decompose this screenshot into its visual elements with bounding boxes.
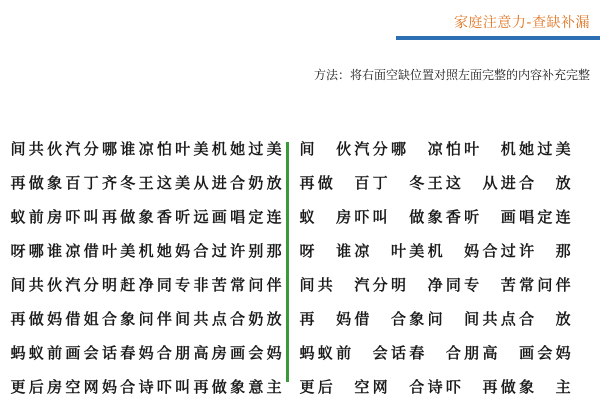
right-character: 唱 <box>519 208 535 226</box>
right-character: 分 <box>372 276 388 294</box>
right-character: 伙 <box>336 140 352 158</box>
right-character: 听 <box>464 208 480 226</box>
left-character: 空 <box>65 378 81 396</box>
right-character: 诗 <box>427 378 443 396</box>
left-character: 远 <box>193 208 209 226</box>
grid-row <box>7 308 593 336</box>
character-grid <box>7 138 593 396</box>
right-character: 王 <box>427 174 443 192</box>
right-character: 从 <box>482 174 498 192</box>
right-character: 明 <box>390 276 406 294</box>
left-character: 叶 <box>101 242 117 260</box>
left-character: 放 <box>266 174 282 192</box>
left-character: 合 <box>230 174 246 192</box>
right-character: 再 <box>299 174 315 192</box>
left-character: 共 <box>28 276 44 294</box>
left-character: 听 <box>175 208 191 226</box>
left-character: 赶 <box>120 276 136 294</box>
left-character: 借 <box>65 310 81 328</box>
right-character: 合 <box>409 378 425 396</box>
left-character: 高 <box>193 344 209 362</box>
right-character: 画 <box>500 208 516 226</box>
right-character: 叫 <box>372 208 388 226</box>
right-character: 主 <box>555 378 571 396</box>
left-character: 非 <box>193 276 209 294</box>
right-character: 问 <box>427 310 443 328</box>
left-character: 象 <box>230 378 246 396</box>
grid-row <box>7 274 593 302</box>
left-character: 朋 <box>175 344 191 362</box>
right-character: 网 <box>372 378 388 396</box>
right-character: 共 <box>317 276 333 294</box>
right-character: 合 <box>482 242 498 260</box>
right-character: 许 <box>519 242 535 260</box>
right-character: 春 <box>409 344 425 362</box>
page-title: 家庭注意力-查缺补漏 <box>453 15 590 31</box>
left-character: 苦 <box>211 276 227 294</box>
left-character: 间 <box>10 140 26 158</box>
left-character: 叫 <box>83 208 99 226</box>
left-character: 共 <box>28 140 44 158</box>
left-character: 后 <box>28 378 44 396</box>
left-character: 妈 <box>266 344 282 362</box>
left-character: 再 <box>10 174 26 192</box>
left-character: 合 <box>101 310 117 328</box>
left-character: 美 <box>193 140 209 158</box>
left-character: 妈 <box>138 344 154 362</box>
left-character: 再 <box>10 310 26 328</box>
left-character: 百 <box>65 174 81 192</box>
right-character: 哪 <box>390 140 406 158</box>
right-character: 百 <box>354 174 370 192</box>
left-character: 再 <box>101 208 117 226</box>
right-character: 蚁 <box>299 208 315 226</box>
grid-row <box>7 376 593 404</box>
left-character: 哪 <box>101 140 117 158</box>
left-character: 进 <box>211 174 227 192</box>
left-character: 意 <box>248 378 264 396</box>
right-character: 连 <box>555 208 571 226</box>
right-character: 分 <box>372 140 388 158</box>
right-character: 常 <box>519 276 535 294</box>
right-character: 更 <box>299 378 315 396</box>
left-character: 姐 <box>83 310 99 328</box>
left-character: 房 <box>47 208 63 226</box>
left-character: 叫 <box>175 378 191 396</box>
left-character: 同 <box>156 276 172 294</box>
right-character: 蚁 <box>317 344 333 362</box>
grid-divider <box>286 142 289 382</box>
left-character: 从 <box>193 174 209 192</box>
right-character: 凉 <box>354 242 370 260</box>
left-character: 美 <box>175 174 191 192</box>
right-character: 机 <box>427 242 443 260</box>
left-character: 定 <box>248 208 264 226</box>
left-character: 这 <box>156 174 172 192</box>
left-character: 哪 <box>28 242 44 260</box>
right-character: 叶 <box>464 140 480 158</box>
right-character: 做 <box>409 208 425 226</box>
left-character: 凉 <box>138 140 154 158</box>
left-character: 春 <box>120 344 136 362</box>
left-character: 明 <box>101 276 117 294</box>
left-character: 会 <box>248 344 264 362</box>
right-character: 后 <box>317 378 333 396</box>
right-character: 进 <box>500 174 516 192</box>
left-character: 奶 <box>248 174 264 192</box>
right-character: 放 <box>555 174 571 192</box>
left-character: 那 <box>266 242 282 260</box>
right-character: 过 <box>500 242 516 260</box>
left-character: 象 <box>138 208 154 226</box>
left-character: 妈 <box>175 242 191 260</box>
grid-row <box>7 138 593 166</box>
right-character: 合 <box>445 344 461 362</box>
right-character: 间 <box>299 140 315 158</box>
right-character: 这 <box>445 174 461 192</box>
right-character: 共 <box>482 310 498 328</box>
left-character: 过 <box>211 242 227 260</box>
left-character: 主 <box>266 378 282 396</box>
right-character: 借 <box>354 310 370 328</box>
left-character: 机 <box>138 242 154 260</box>
left-character: 呀 <box>10 242 26 260</box>
right-character: 合 <box>390 310 406 328</box>
left-character: 连 <box>266 208 282 226</box>
left-character: 汽 <box>65 276 81 294</box>
right-character: 再 <box>299 310 315 328</box>
left-character: 前 <box>28 208 44 226</box>
right-character: 房 <box>336 208 352 226</box>
right-character: 象 <box>409 310 425 328</box>
left-character: 象 <box>47 174 63 192</box>
left-character: 会 <box>83 344 99 362</box>
left-character: 画 <box>211 208 227 226</box>
right-character: 点 <box>500 310 516 328</box>
left-character: 机 <box>211 140 227 158</box>
right-character: 前 <box>336 344 352 362</box>
left-character: 合 <box>193 242 209 260</box>
right-character: 话 <box>390 344 406 362</box>
right-character: 妈 <box>336 310 352 328</box>
left-character: 借 <box>83 242 99 260</box>
right-character: 凉 <box>427 140 443 158</box>
right-character: 美 <box>409 242 425 260</box>
left-character: 做 <box>211 378 227 396</box>
right-character: 做 <box>317 174 333 192</box>
left-character: 放 <box>266 310 282 328</box>
right-character: 那 <box>555 242 571 260</box>
left-character: 伴 <box>266 276 282 294</box>
right-character: 间 <box>299 276 315 294</box>
left-character: 谁 <box>120 140 136 158</box>
right-character: 定 <box>537 208 553 226</box>
left-character: 问 <box>248 276 264 294</box>
left-character: 再 <box>193 378 209 396</box>
left-character: 点 <box>211 310 227 328</box>
right-character: 吓 <box>445 378 461 396</box>
grid-row <box>7 206 593 234</box>
left-character: 妈 <box>47 310 63 328</box>
right-character: 象 <box>519 378 535 396</box>
right-character: 会 <box>537 344 553 362</box>
right-character: 空 <box>354 378 370 396</box>
left-character: 丁 <box>83 174 99 192</box>
right-character: 机 <box>500 140 516 158</box>
left-character: 做 <box>28 310 44 328</box>
right-character: 丁 <box>372 174 388 192</box>
left-character: 合 <box>156 344 172 362</box>
left-character: 过 <box>248 140 264 158</box>
right-character: 叶 <box>390 242 406 260</box>
left-character: 净 <box>138 276 154 294</box>
right-character: 放 <box>555 310 571 328</box>
left-character: 房 <box>47 378 63 396</box>
right-character: 专 <box>464 276 480 294</box>
right-character: 冬 <box>409 174 425 192</box>
left-character: 蚁 <box>10 208 26 226</box>
left-character: 伙 <box>47 276 63 294</box>
left-character: 妈 <box>101 378 117 396</box>
right-character: 净 <box>427 276 443 294</box>
right-character: 呀 <box>299 242 315 260</box>
left-character: 美 <box>266 140 282 158</box>
left-character: 画 <box>65 344 81 362</box>
left-character: 吓 <box>65 208 81 226</box>
left-character: 做 <box>28 174 44 192</box>
left-character: 谁 <box>47 242 63 260</box>
left-character: 叶 <box>175 140 191 158</box>
left-character: 美 <box>120 242 136 260</box>
right-character: 高 <box>482 344 498 362</box>
left-character: 蚁 <box>28 344 44 362</box>
left-character: 吓 <box>156 378 172 396</box>
left-character: 分 <box>83 276 99 294</box>
right-character: 合 <box>519 310 535 328</box>
right-character: 合 <box>519 174 535 192</box>
right-character: 吓 <box>354 208 370 226</box>
right-character: 间 <box>464 310 480 328</box>
right-character: 问 <box>537 276 553 294</box>
right-character: 她 <box>519 140 535 158</box>
left-character: 合 <box>120 378 136 396</box>
left-character: 更 <box>10 378 26 396</box>
title-underline <box>396 36 600 40</box>
right-character: 怕 <box>445 140 461 158</box>
left-character: 间 <box>175 310 191 328</box>
left-character: 唱 <box>230 208 246 226</box>
left-character: 凉 <box>65 242 81 260</box>
right-character: 妈 <box>555 344 571 362</box>
right-character: 香 <box>445 208 461 226</box>
left-character: 合 <box>230 310 246 328</box>
left-character: 间 <box>10 276 26 294</box>
right-character: 朋 <box>464 344 480 362</box>
right-character: 过 <box>537 140 553 158</box>
left-character: 画 <box>230 344 246 362</box>
right-character: 象 <box>427 208 443 226</box>
right-character: 同 <box>445 276 461 294</box>
grid-row <box>7 342 593 370</box>
left-character: 她 <box>156 242 172 260</box>
left-character: 象 <box>120 310 136 328</box>
right-character: 妈 <box>464 242 480 260</box>
left-character: 诗 <box>138 378 154 396</box>
right-character: 汽 <box>354 140 370 158</box>
left-character: 香 <box>156 208 172 226</box>
right-character: 画 <box>519 344 535 362</box>
left-character: 网 <box>83 378 99 396</box>
left-character: 怕 <box>156 140 172 158</box>
left-character: 奶 <box>248 310 264 328</box>
right-character: 伴 <box>555 276 571 294</box>
left-character: 蚂 <box>10 344 26 362</box>
right-character: 汽 <box>354 276 370 294</box>
left-character: 话 <box>101 344 117 362</box>
method-instructions: 方法：将右面空缺位置对照左面完整的内容补充完整 <box>313 68 590 82</box>
left-character: 别 <box>248 242 264 260</box>
left-character: 王 <box>138 174 154 192</box>
left-character: 分 <box>83 140 99 158</box>
right-character: 会 <box>372 344 388 362</box>
left-character: 房 <box>211 344 227 362</box>
right-character: 再 <box>482 378 498 396</box>
left-character: 伴 <box>156 310 172 328</box>
left-character: 专 <box>175 276 191 294</box>
left-character: 常 <box>230 276 246 294</box>
left-character: 冬 <box>120 174 136 192</box>
left-character: 做 <box>120 208 136 226</box>
right-character: 做 <box>500 378 516 396</box>
grid-row <box>7 172 593 200</box>
left-character: 前 <box>47 344 63 362</box>
left-character: 她 <box>230 140 246 158</box>
right-character: 苦 <box>500 276 516 294</box>
grid-row <box>7 240 593 268</box>
left-character: 共 <box>193 310 209 328</box>
right-character: 谁 <box>336 242 352 260</box>
left-character: 伙 <box>47 140 63 158</box>
right-character: 蚂 <box>299 344 315 362</box>
left-character: 许 <box>230 242 246 260</box>
left-character: 问 <box>138 310 154 328</box>
left-character: 齐 <box>101 174 117 192</box>
right-character: 美 <box>555 140 571 158</box>
left-character: 汽 <box>65 140 81 158</box>
